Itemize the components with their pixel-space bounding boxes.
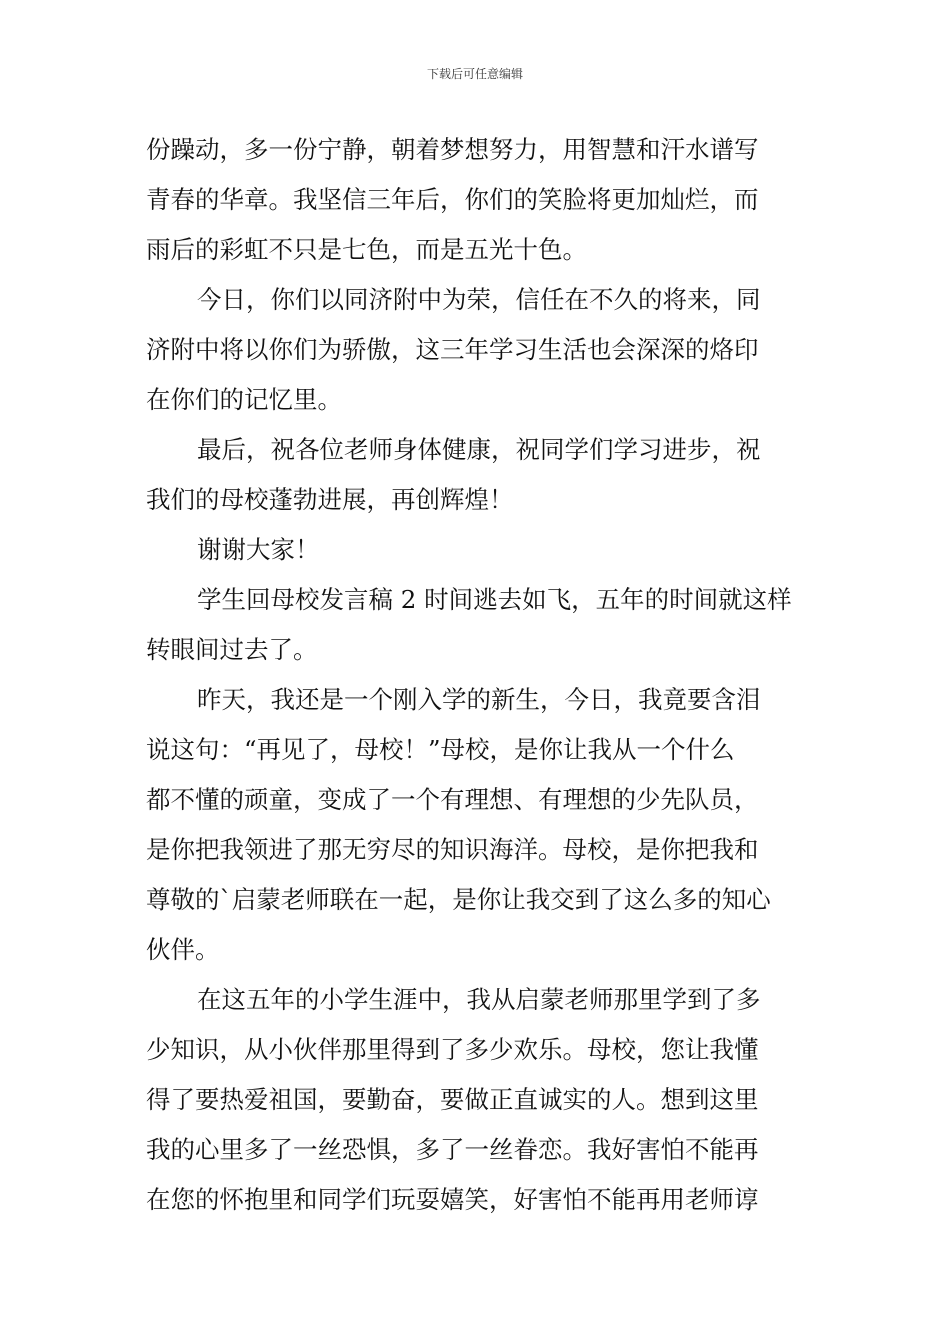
text-line: 份躁动，多一份宁静，朝着梦想努力，用智慧和汗水谱写	[146, 135, 759, 164]
text-line: 学生回母校发言稿 2 时间逃去如飞，五年的时间就这样	[197, 585, 792, 614]
text-line: 谢谢大家！	[197, 535, 320, 564]
text-line: 青春的华章。我坚信三年后，你们的笑脸将更加灿烂，而	[146, 185, 759, 214]
text-line: 济附中将以你们为骄傲，这三年学习生活也会深深的烙印	[146, 335, 759, 364]
page-header: 下载后可任意编辑	[426, 67, 523, 81]
text-line: 最后，祝各位老师身体健康，祝同学们学习进步，祝	[197, 435, 761, 464]
text-line: 转眼间过去了。	[146, 635, 318, 664]
text-line: 在这五年的小学生涯中，我从启蒙老师那里学到了多	[197, 985, 761, 1014]
text-line: 是你把我领进了那无穷尽的知识海洋。母校，是你把我和	[146, 835, 759, 864]
text-line: 伙伴。	[146, 935, 220, 964]
text-line: 少知识，从小伙伴那里得到了多少欢乐。母校，您让我懂	[146, 1035, 759, 1064]
document-body	[146, 125, 806, 1225]
text-line: 得了要热爱祖国，要勤奋，要做正直诚实的人。想到这里	[146, 1085, 759, 1114]
text-line: 我的心里多了一丝恐惧，多了一丝眷恋。我好害怕不能再	[146, 1135, 759, 1164]
text-line: 昨天，我还是一个刚入学的新生，今日，我竟要含泪	[197, 685, 761, 714]
text-line: 在你们的记忆里。	[146, 385, 342, 414]
text-line: 我们的母校蓬勃进展，再创辉煌！	[146, 485, 514, 514]
text-line: 在您的怀抱里和同学们玩耍嬉笑，好害怕不能再用老师谆	[146, 1185, 759, 1214]
text-line: 都不懂的顽童，变成了一个有理想、有理想的少先队员，	[146, 785, 759, 814]
text-line: 尊敬的`启蒙老师联在一起，是你让我交到了这么多的知心	[146, 885, 771, 914]
text-line: 雨后的彩虹不只是七色，而是五光十色。	[146, 235, 587, 264]
text-line: 今日，你们以同济附中为荣，信任在不久的将来，同	[197, 285, 761, 314]
text-line: 说这句：“再见了，母校！”母校，是你让我从一个什么	[146, 735, 735, 764]
